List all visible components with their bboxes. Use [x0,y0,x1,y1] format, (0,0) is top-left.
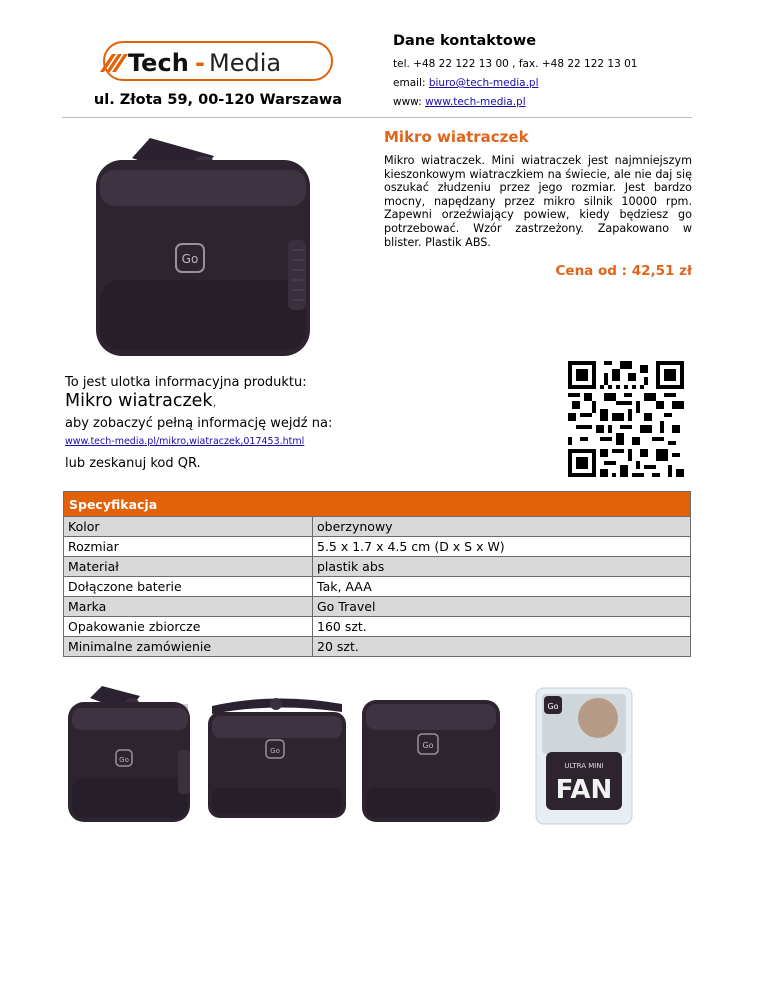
svg-text:-: - [195,49,205,77]
spec-row [64,557,691,577]
spec-key: Materiał [64,557,313,577]
spec-row [64,577,691,597]
spec-table [63,491,691,657]
www-label: www: [393,96,426,108]
svg-text:Go: Go [270,747,280,755]
spec-key: Marka [64,597,313,617]
info-intro: To jest ulotka informacyjna produktu: [65,375,307,390]
spec-row [64,617,691,637]
info-comma: , [212,395,217,409]
svg-text:Go: Go [422,741,434,750]
info-visit-text: aby zobaczyć pełną informację wejdź na: [65,416,333,431]
spec-value: plastik abs [313,557,691,577]
spec-header-row [64,492,691,517]
spec-row [64,537,691,557]
gallery-image-fan-closed[interactable] [358,696,504,826]
www-line [393,96,526,108]
svg-text:Go: Go [119,756,129,764]
product-price: Cena od : 42,51 zł [555,263,692,279]
spec-value: Tak, AAA [313,577,691,597]
spec-row [64,517,691,537]
gallery-image-package[interactable] [534,686,634,826]
spec-value: 160 szt. [313,617,691,637]
email-label: email: [393,77,429,89]
svg-text:FAN: FAN [555,775,613,805]
email-line [393,77,539,89]
svg-text:Go: Go [547,702,559,711]
spec-row [64,597,691,617]
spec-title: Specyfikacja [64,492,691,517]
info-product-name-text: Mikro wiatraczek [65,391,213,411]
company-address: ul. Złota 59, 00-120 Warszawa [93,92,343,108]
qr-code[interactable] [562,361,690,477]
spec-value: Go Travel [313,597,691,617]
info-scan-text: lub zeskanuj kod QR. [65,456,201,471]
svg-text:ULTRA MINI: ULTRA MINI [564,762,604,770]
product-title: Mikro wiatraczek [384,128,529,146]
header-divider [62,117,692,118]
product-page-link[interactable]: www.tech-media.pl/mikro,wiatraczek,017453.html [65,436,305,447]
gallery-image-fan-front[interactable] [204,684,350,824]
product-description: Mikro wiatraczek. Mini wiatraczek jest najmniejszym kieszonkowym wiatraczkiem na świecie, ale nie daj się oszukać złudzeniu przez jego rozmiar. Jest bardzo mocny, napędzany przez mikro silnik 10000 rpm. Zapewni orzeźwiający powiew, kiedy będziesz go potrzebować. Wzór zastrzeżony. Zapakowano w blister. Plastik ABS. [384,154,692,249]
spec-row [64,637,691,657]
tech-media-logo [98,40,336,82]
spec-key: Minimalne zamówienie [64,637,313,657]
svg-text:Tech: Tech [128,49,189,77]
product-image [92,130,332,362]
gallery-image-fan-open[interactable] [66,684,200,824]
spec-value: oberzynowy [313,517,691,537]
spec-value: 20 szt. [313,637,691,657]
spec-key: Kolor [64,517,313,537]
contact-title: Dane kontaktowe [393,33,537,49]
svg-text:Go: Go [181,252,199,266]
spec-value: 5.5 x 1.7 x 4.5 cm (D x S x W) [313,537,691,557]
info-product-name [65,391,216,411]
svg-text:Media: Media [209,49,282,77]
www-link[interactable]: www.tech-media.pl [425,96,526,108]
phone-fax-line: tel. +48 22 122 13 00 , fax. +48 22 122 13 01 [393,58,638,70]
spec-key: Opakowanie zbiorcze [64,617,313,637]
spec-key: Dołączone baterie [64,577,313,597]
email-link[interactable]: biuro@tech-media.pl [428,77,539,89]
spec-key: Rozmiar [64,537,313,557]
